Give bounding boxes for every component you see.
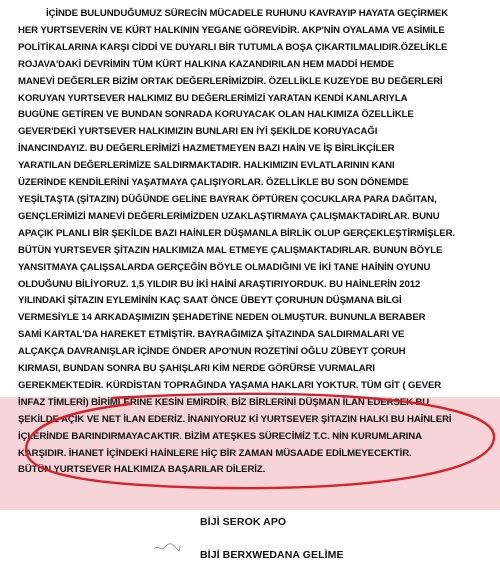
- closing-slogan-1: BİJİ SEROK APO: [200, 516, 287, 528]
- text-line: GENÇLERİMİZİ MANEVİ DEĞERLERİMİZDEN UZAKLAŞTIRMAYA ÇALIŞMAKTADIRLAR. BUNU: [18, 210, 440, 222]
- text-line: POLİTİKALARINA KARŞI CİDDİ VE DUYARLI BİR TUTUMLA BOŞA ÇIKARTILMALIDIR.ÖZELİKLE: [18, 41, 448, 53]
- text-line: GEVER'DEKİ YURTSEVER HALKIMIZIN BUNLARI EN İYİ ŞEKİLDE KORUYACAĞI: [18, 126, 378, 138]
- text-line: KIRMASI, BUNDAN SONRA BU ŞAHIŞLARI KİM NERDE GÖRÜRSE VURMALARI: [18, 363, 375, 375]
- text-line: KARŞIDIR. İHANET İÇİNDEKİ HAİNLERE HİÇ BİR ZAMAN MÜSAADE EDİLMEYECEKTİR.: [18, 447, 412, 459]
- text-line: GEREKMEKTEDİR. KÜRDİSTAN TOPRAĞINDA YAŞAMA HAKLARI YOKTUR. TÜM GİT ( GEVER: [18, 379, 442, 391]
- scribble-mark: [152, 540, 182, 554]
- text-line: BUGÜNE GETİREN VE BUNDAN SONRADA KORUYACAK OLAN HALKIMIZA ÖZELLİKLE: [18, 109, 414, 121]
- text-line: APAÇIK PLANLI BİR ŞEKİLDE BAZI HAİNLER DÜŞMANLA BİRLİK OLUP GERÇEKLEŞTİRMİŞLER.: [18, 227, 455, 239]
- text-line: YANSITMAYA ÇALIŞSALARDA GERÇEĞİN BÖYLE OLMADIĞINI VE İKİ TANE HAİNİN OYUNU: [18, 261, 431, 273]
- text-line: YARATILAN DEĞERLERİMİZE SALDIRMAKTADIR. HALKIMIZIN EVLATLARININ KANI: [18, 160, 395, 172]
- text-line: İÇİNDE BULUNDUĞUMUZ SÜRECİN MÜCADELE RUHUNU KAVRAYIP HAYATA GEÇİRMEK: [46, 8, 449, 19]
- closing-slogan-2: BİJİ BERXWEDANA GELİME: [200, 549, 344, 561]
- text-line: YEŞİLTAŞTA (ŞİTAZIN) DÜĞÜNDE GELİNE BAYRAK ÖPTÜREN ÇOCUKLARA PARA DAĞITAN,: [18, 193, 437, 205]
- text-line: BÜTÜN YURTSEVER ŞİTAZIN HALKIMIZA MAL ETMEYE ÇALIŞMAKTADIRLAR. BUNUN BÖYLE: [18, 244, 443, 256]
- text-line: ALÇAKÇA DAVRANIŞLAR İÇİNDE ÖNDER APO'NUN ROZETİNİ OĞLU ZÜBEYT ÇORUH: [18, 346, 406, 358]
- text-line: HER YURTSEVERİN VE KÜRT HALKININ YEGANE GÖREVİDİR. AKP'NİN OYALAMA VE ASİMİLE: [18, 24, 445, 36]
- text-line: İNFAZ TİMLERİ) BİRİMLERİNE KESİN EMİRDİR. BİZ BİRLERİNİ DÜŞMAN İLAN EDERSEK BU: [18, 396, 430, 408]
- text-line: KORUYAN YURTSEVER HALKIMIZ BU DEĞERLERİMİZİ YARATAN KENDİ KANLARIYLA: [18, 92, 408, 104]
- text-line: VERMESİYLE 14 ARKADAŞIMIZIN ŞEHADETİNE NEDEN OLMUŞTUR. BUNUNLA BERABER: [18, 312, 426, 324]
- text-line: SAMİ KARTAL'DA HAREKET ETMİŞTİR. BAYRAĞIMIZA ŞİTAZINDA SALDIRMALARI VE: [18, 329, 405, 341]
- text-line: İÇLERİNDE BARINDIRMAYACAKTIR. BİZİM ATEŞKES SÜRECİMİZ T.C. NİN KURUMLARINA: [18, 430, 422, 442]
- text-line: ROJAVA'DAKİ DEVRİMİN TÜM KÜRT HALKINA KAZANDIRILAN HEM MADDİ HEMDE: [18, 58, 395, 70]
- text-line: OLDUĞUNU BİLİYORUZ. 1,5 YILDIR BU İKİ HAİNİ ARAŞTIRIYORDUK. BU HAİNLERİN 2012: [18, 278, 421, 290]
- text-line: İNANCINDAYIZ. BU DEĞERLERİMİZİ HAZMETMEYEN BAZI HAİN VE İŞ BİRLİKÇİLER: [18, 143, 395, 155]
- text-line: BÜTÜN YURTSEVER HALKIMIZA BAŞARILAR DİLERİZ.: [18, 464, 266, 476]
- text-line: ŞEKİLDE AÇIK VE NET İLAN EDERİZ. İNANIYORUZ Kİ YURTSEVER ŞİTAZIN HALKI BU HAİNLERİ: [18, 413, 452, 425]
- text-line: YILINDAKİ ŞİTAZIN EYLEMİNİN KAÇ SAAT ÖNCE ÜBEYT ÇORUHUN DÜŞMANA BİLGİ: [18, 295, 402, 307]
- statement-text: [18, 6, 482, 479]
- text-line: ÜZERİNDE KENDİLERİNİ YAŞATMAYA ÇALIŞIYORLAR. ÖZELLİKLE BU SON DÖNEMDE: [18, 177, 409, 189]
- text-line: MANEVİ DEĞERLER BİZİM ORTAK DEĞERLERİMİZDİR. ÖZELLİKLE KUZEYDE BU DEĞERLERİ: [18, 75, 443, 87]
